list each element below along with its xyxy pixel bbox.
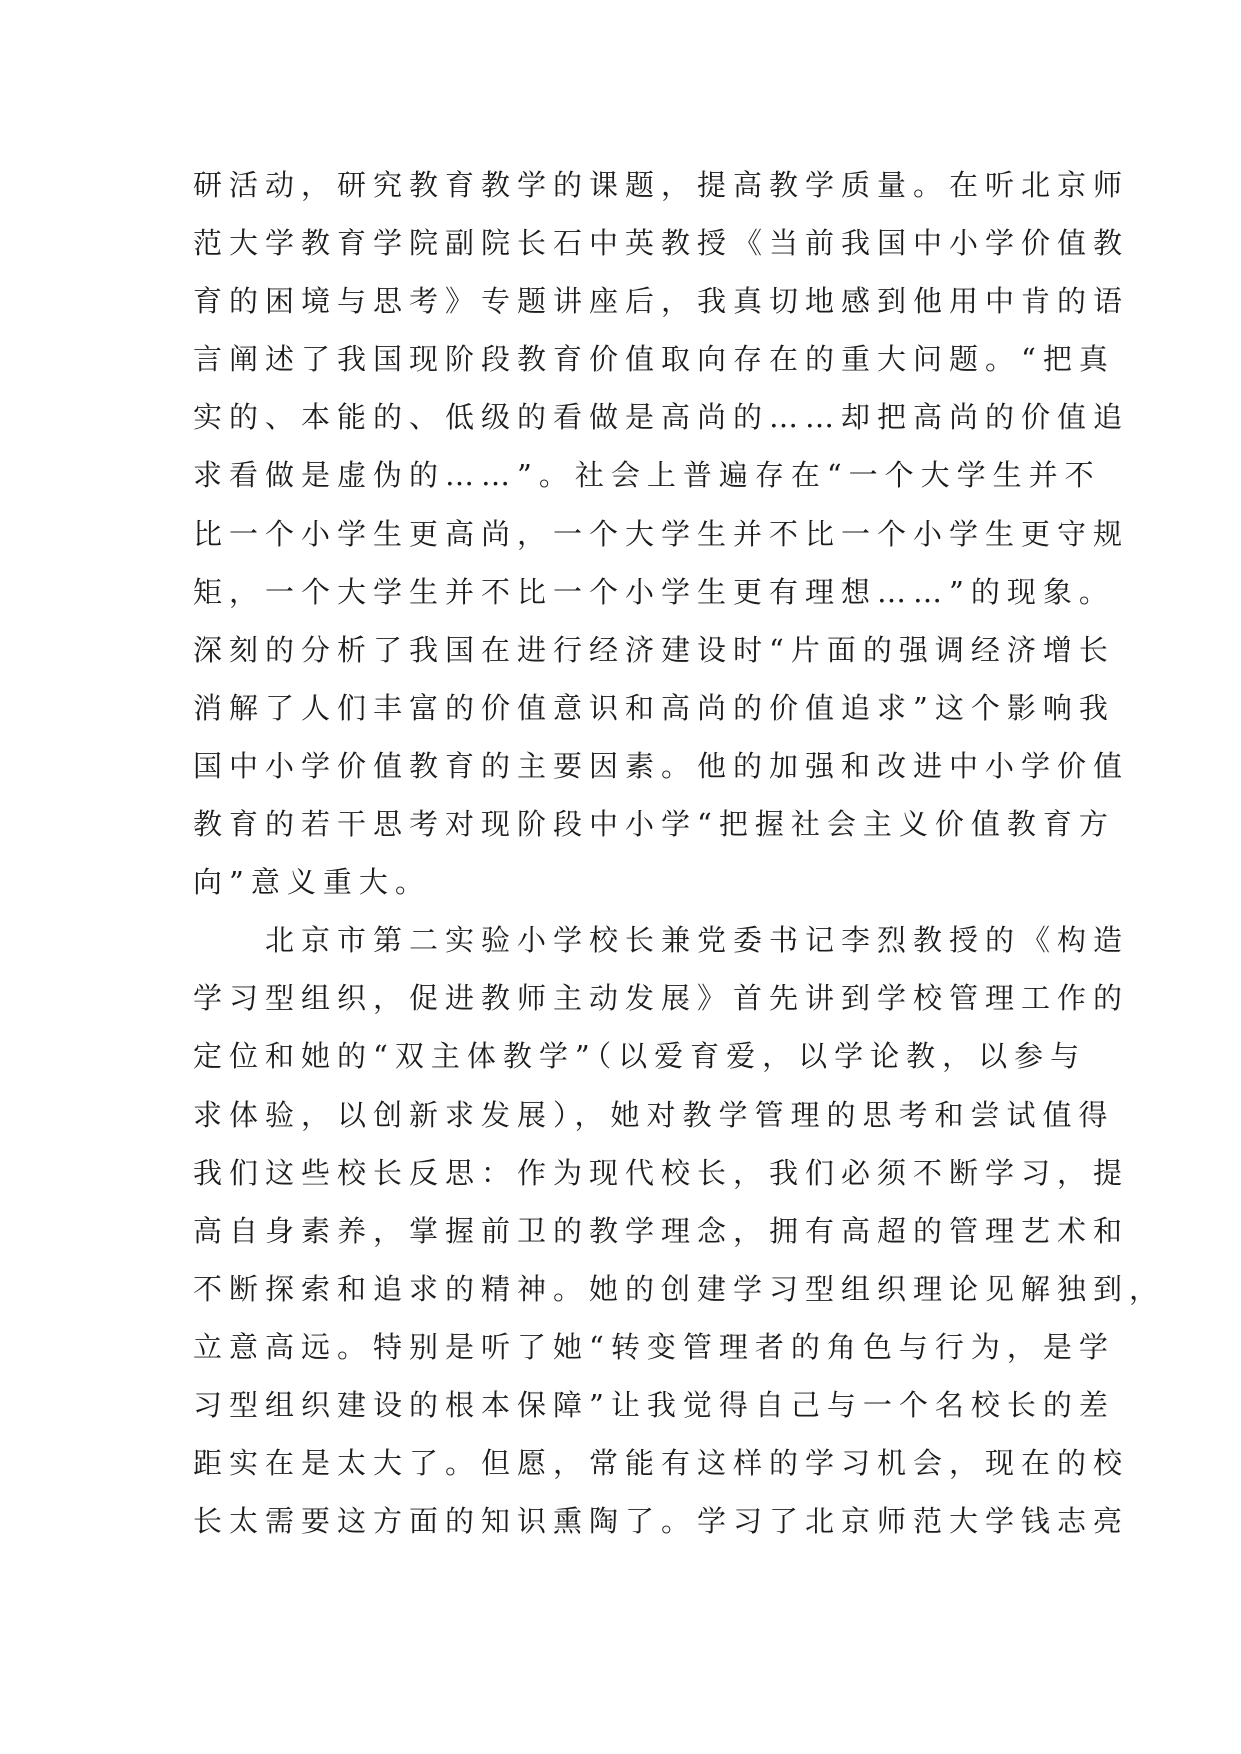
- text-line: 高自身素养，掌握前卫的教学理念，拥有高超的管理艺术和: [193, 1213, 1130, 1248]
- text-line: 我们这些校长反思：作为现代校长，我们必须不断学习，提: [193, 1155, 1130, 1190]
- text-line: 矩，一个大学生并不比一个小学生更有理想……”的现象。: [193, 574, 1115, 609]
- text-line: 学习型组织，促进教师主动发展》首先讲到学校管理工作的: [193, 981, 1130, 1016]
- text-line: 教育的若干思考对现阶段中小学“把握社会主义价值教育方: [193, 807, 1115, 842]
- text-line: 习型组织建设的根本保障”让我觉得自己与一个名校长的差: [193, 1387, 1115, 1422]
- text-line: 向”意义重大。: [193, 865, 431, 900]
- text-line: 范大学教育学院副院长石中英教授《当前我国中小学价值教: [193, 226, 1130, 261]
- text-line: 不断探索和追求的精神。她的创建学习型组织理论见解独到，: [193, 1271, 1166, 1306]
- text-line: 研活动，研究教育教学的课题，提高教学质量。在听北京师: [193, 168, 1130, 202]
- text-line: 消解了人们丰富的价值意识和高尚的价值追求”这个影响我: [193, 690, 1115, 725]
- text-line: 求体验，以创新求发展），她对教学管理的思考和尝试值得: [193, 1097, 1115, 1132]
- text-line: 实的、本能的、低级的看做是高尚的……却把高尚的价值追: [193, 400, 1130, 435]
- text-line: 深刻的分析了我国在进行经济建设时“片面的强调经济增长: [193, 632, 1115, 667]
- text-line: 定位和她的“双主体教学”（以爱育爱，以学论教，以参与: [193, 1039, 1087, 1074]
- text-line: 距实在是太大了。但愿，常能有这样的学习机会，现在的校: [193, 1446, 1130, 1481]
- body-text: [193, 156, 1166, 1550]
- text-line: 求看做是虚伪的……”。社会上普遍存在“一个大学生并不: [193, 458, 1101, 493]
- text-line: 立意高远。特别是听了她“转变管理者的角色与行为，是学: [193, 1329, 1115, 1364]
- text-line: 比一个小学生更高尚，一个大学生并不比一个小学生更守规: [193, 516, 1130, 551]
- text-line: 育的困境与思考》专题讲座后，我真切地感到他用中肯的语: [193, 284, 1130, 319]
- text-line: 言阐述了我国现阶段教育价值取向存在的重大问题。“把真: [193, 342, 1115, 377]
- text-line: 北京市第二实验小学校长兼党委书记李烈教授的《构造: [193, 923, 1130, 958]
- text-line: 国中小学价值教育的主要因素。他的加强和改进中小学价值: [193, 748, 1130, 783]
- text-line: 长太需要这方面的知识熏陶了。学习了北京师范大学钱志亮: [193, 1504, 1130, 1539]
